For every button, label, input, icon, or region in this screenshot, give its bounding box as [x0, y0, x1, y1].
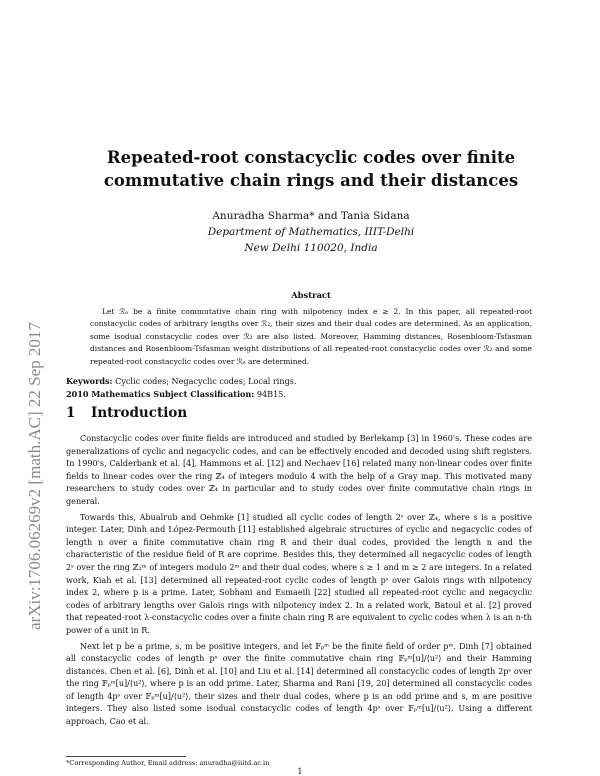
keywords-label: Keywords: — [66, 376, 113, 386]
section-number: 1 — [66, 405, 76, 421]
body-text — [66, 432, 532, 731]
author-block — [90, 208, 532, 256]
page-number: 1 — [297, 766, 303, 776]
keywords-text: Cyclic codes; Negacyclic codes; Local rings. — [115, 376, 297, 386]
keywords-line — [66, 375, 532, 388]
msc-line — [66, 388, 532, 401]
author-address: New Delhi 110020, India — [244, 242, 378, 254]
paper-title — [90, 146, 532, 192]
abstract-heading: Abstract — [291, 290, 331, 300]
paragraph-3: Next let p be a prime, s, m be positive integers, and let 𝔽ₚᵐ be the finite field of order pᵐ. Dinh [7] obtained all constacyclic codes of length pˢ over the finite commutative chain ring 𝔽ₚᵐ[u]/⟨u²⟩ and their Hamming distances. Chen et al. [6], Dinh et al. [10] and Liu et al. [14] determined all constacyclic codes of length 2pˢ over the ring 𝔽ₚᵐ[u]/⟨u²⟩, where p is an odd prime. Later, Sharma and Rani [19, 20] determined all constacyclic codes of length 4pˢ over 𝔽ₚᵐ[u]/⟨u²⟩, their sizes and their dual codes, where p is an odd prime and s, m are positive integers. They also listed some isodual constacyclic codes of length 4pˢ over 𝔽ₚᵐ[u]/⟨u²⟩. Using a different approach, Cao et al. — [66, 640, 532, 727]
footnote-rule — [66, 756, 186, 757]
paragraph-2: Towards this, Abualrub and Oehmke [1] studied all cyclic codes of length 2ˢ over ℤ₄, where s is a positive integer. Later, Dinh and López-Permouth [11] established algebraic structures of cyclic and negacyclic codes of length n over a finite commutative chain ring R and their dual codes, provided the length n and the characteristic of the residue field of R are coprime. Besides this, they determined all negacyclic codes of length 2ˢ over the ring ℤ₂ᵐ of integers modulo 2ᵐ and their dual codes, where s ≥ 1 and m ≥ 2 are integers. In a related work, Kiah et al. [13] determined all repeated-root cyclic codes of length pˢ over Galois rings with nilpotency index 2, where p is a prime. Later, Sobhani and Esmaeili [22] studied all repeated-root cyclic and negacyclic codes of arbitrary lengths over Galois rings with nilpotency index 2. In a related work, Batoul et al. [2] proved that repeated-root λ-constacyclic codes over a finite chain ring R are equivalent to cyclic codes when λ is an n-th power of a unit in R. — [66, 511, 532, 635]
author-affiliation: Department of Mathematics, IIIT-Delhi — [207, 226, 415, 238]
paragraph-1: Constacyclic codes over finite fields are introduced and studied by Berlekamp [3] in 1960's. These codes are generalizations of cyclic and negacyclic codes, and can be effectively encoded and decoded using shift registers. In 1990's, Calderbank et al. [4], Hammons et al. [12] and Nechaev [16] related many non-linear codes over finite fields to linear codes over the ring ℤ₄ of integers modulo 4 with the help of a Gray map. This motivated many researchers to study codes over ℤ₄ in particular and to study codes over finite commutative chain rings in general. — [66, 433, 532, 506]
author-names: Anuradha Sharma* and Tania Sidana — [212, 210, 410, 222]
section-heading — [66, 405, 187, 421]
msc-text: 94B15. — [256, 389, 286, 399]
section-title: Introduction — [91, 405, 188, 421]
footnote: *Corresponding Author, Email address: anuradha@iiitd.ac.in — [66, 759, 270, 767]
abstract-text: Let ℛₑ be a finite commutative chain ring with nilpotency index e ≥ 2. In this paper, all repeated-root constacyclic codes of arbitrary lengths over ℛ₂, their sizes and their dual codes are determined. As an application, some isodual constacyclic codes over ℛ₂ are also listed. Moreover, Hamming distances, Rosenbloom-Tsfasman distances and Rosenbloom-Tsfasman weight distributions of all repeated-root constacyclic codes over ℛ₂ and some repeated-root constacyclic codes over ℛₑ are determined. — [90, 307, 532, 366]
keywords-block — [66, 375, 532, 401]
arxiv-identifier-text: arXiv:1706.06269v2 [math.AC] 22 Sep 2017 — [25, 322, 44, 630]
msc-label: 2010 Mathematics Subject Classification: — [66, 389, 255, 399]
arxiv-identifier — [6, 192, 58, 632]
title-line-1: Repeated-root constacyclic codes over finite — [106, 148, 516, 167]
arxiv-identifier-svg — [6, 192, 58, 632]
title-line-2: commutative chain rings and their distances — [103, 171, 519, 190]
